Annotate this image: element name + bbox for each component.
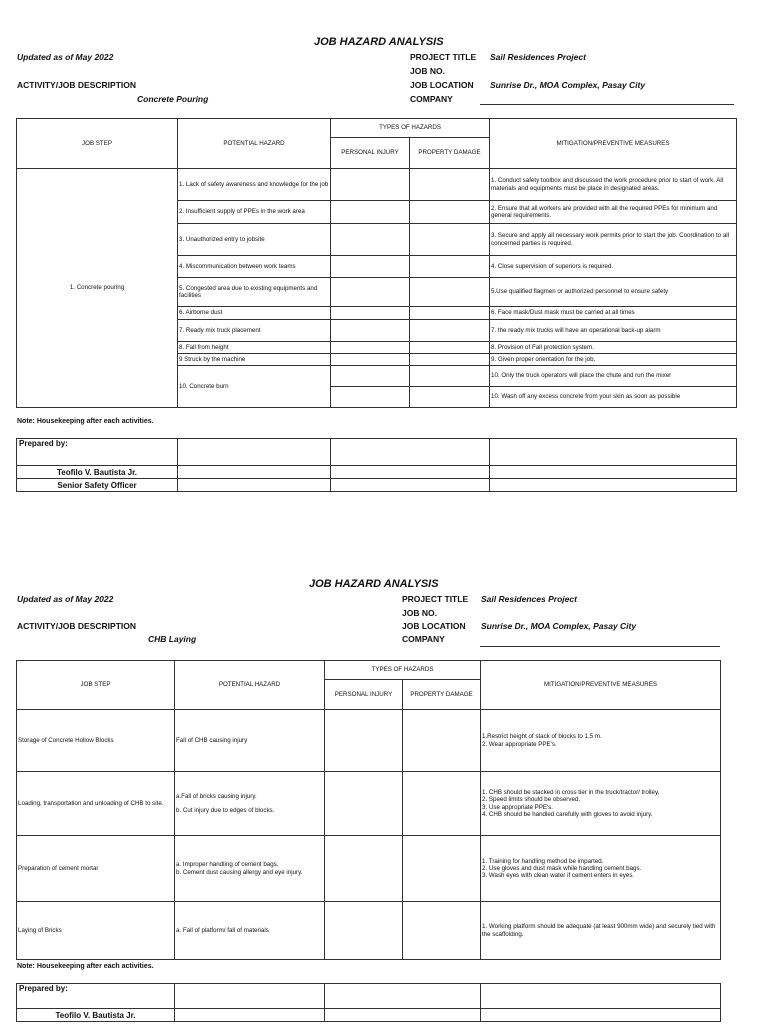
company-label: COMPANY: [402, 634, 445, 644]
header-potential-hazard: POTENTIAL HAZARD: [178, 119, 331, 169]
activity-value: CHB Laying: [148, 634, 197, 644]
preparer-name: Teofilo V. Bautista Jr.: [17, 466, 178, 479]
measure-cell: 2. Ensure that all workers are provided with all the required PPEs for minimum and general requirements.: [490, 201, 737, 224]
measure-cell: 10. Wash off any excess concrete from your skin as soon as possible: [490, 387, 737, 408]
hazard-table: [16, 660, 721, 960]
header-mitigation: MITIGATION/PREVENTIVE MEASURES: [490, 119, 737, 169]
header-types-of-hazards: TYPES OF HAZARDS: [331, 119, 490, 138]
project-title-label: PROJECT TITLE: [410, 52, 477, 62]
prepared-by-label: Prepared by:: [17, 984, 175, 1009]
housekeeping-note: Note: Housekeeping after each activities.: [17, 963, 154, 970]
measure-cell: 8. Provision of Fall protection system.: [490, 342, 737, 354]
measure-line: 1. Working platform should be adequate (at least 900mm wide) and securely tied with the scaffolding.: [482, 923, 716, 938]
measure-cell: 3. Secure and apply all necessary work permits prior to start the job. Coordination to all concerned parties is required.: [490, 224, 737, 256]
hazard-cell: 5. Congested area due to existing equipments and facilities: [178, 278, 331, 307]
measure-cell: [481, 902, 721, 960]
job-step-cell: Preparation of cement mortar: [17, 836, 175, 902]
measure-line: 3. Wash eyes with clean water if cement enters in eyes.: [482, 872, 635, 880]
job-no-label: JOB NO.: [410, 66, 445, 76]
measure-cell: [481, 836, 721, 902]
measure-line: 2. Speed limits should be observed.: [482, 796, 581, 804]
hazard-cell: 10. Concrete burn: [178, 366, 331, 408]
header-personal-injury: PERSONAL INJURY: [331, 138, 410, 169]
job-step-cell: Storage of Concrete Hollow Blocks: [17, 710, 175, 772]
measure-line: 1.Restrict height of stack of blocks to 1.5 m.: [482, 733, 602, 741]
preparer-name: Teofilo V. Bautista Jr.: [17, 1009, 175, 1022]
job-location-label: JOB LOCATION: [410, 80, 474, 90]
measure-cell: 9. Given proper orientation for the job.: [490, 354, 737, 366]
project-title-value: Sail Residences Project: [490, 52, 586, 62]
company-underline: [480, 646, 720, 647]
measure-cell: 7. the ready mix trucks will have an operational back-up alarm: [490, 320, 737, 342]
job-location-label: JOB LOCATION: [402, 621, 466, 631]
job-location-value: Sunrise Dr., MOA Complex, Pasay City: [490, 80, 646, 90]
header-mitigation: MITIGATION/PREVENTIVE MEASURES: [481, 661, 721, 710]
hazard-cell: 3. Unauthorized entry to jobsite: [178, 224, 331, 256]
document-title: JOB HAZARD ANALYSIS: [314, 36, 444, 48]
hazard-cell: 2. Insufficient supply of PPEs in the work area: [178, 201, 331, 224]
header-property-damage: PROPERTY DAMAGE: [403, 680, 481, 710]
measure-cell: [481, 772, 721, 836]
project-title-label: PROJECT TITLE: [402, 594, 469, 604]
project-title-value: Sail Residences Project: [481, 594, 577, 604]
company-label: COMPANY: [410, 94, 453, 104]
updated-date: Updated as of May 2022: [17, 594, 114, 604]
hazard-cell: 7. Ready mix truck placement: [178, 320, 331, 342]
header-personal-injury: PERSONAL INJURY: [325, 680, 403, 710]
measure-line: 4. CHB should be handled carefully with gloves to avoid injury.: [482, 810, 653, 818]
header-property-damage: PROPERTY DAMAGE: [410, 138, 490, 169]
prepared-by-table: [16, 983, 721, 1022]
job-no-label: JOB NO.: [402, 608, 437, 618]
hazard-cell: 4. Miscommunication between work teams: [178, 256, 331, 278]
measure-cell: 5.Use qualified flagmen or authorized personnel to ensure safety: [490, 278, 737, 307]
job-step-cell: Loading, transportation and unloading of CHB to site.: [17, 772, 175, 836]
hazard-line: a.Fall of bricks causing injury.: [176, 793, 257, 801]
measure-cell: [481, 710, 721, 772]
document-title: JOB HAZARD ANALYSIS: [309, 578, 439, 590]
job-step-cell: 1. Concrete pouring: [17, 169, 178, 408]
measure-line: 1. Training for handling method be imparted.: [482, 857, 604, 865]
measure-line: 3. Use appropriate PPE's.: [482, 803, 554, 811]
hazard-cell: [175, 710, 325, 772]
housekeeping-note: Note: Housekeeping after each activities.: [17, 418, 154, 425]
prepared-by-label: Prepared by:: [17, 439, 178, 466]
header-job-step: JOB STEP: [17, 119, 178, 169]
updated-date: Updated as of May 2022: [17, 52, 114, 62]
measure-cell: 4. Close supervision of superiors is required.: [490, 256, 737, 278]
hazard-line: b. Cut injury due to edges of blocks.: [176, 806, 275, 814]
hazard-cell: 9 Struck by the machine: [178, 354, 331, 366]
hazard-line: Fall of CHB causing injury: [176, 736, 248, 744]
activity-label: ACTIVITY/JOB DESCRIPTION: [17, 80, 137, 90]
measure-cell: 1. Conduct safety toolbox and discussed the work procedure prior to start of work. All materials and equipments must be place in designated areas.: [490, 169, 737, 201]
hazard-line: b. Cement dust causing allergy and eye injury.: [176, 868, 303, 876]
measure-line: 2. Use gloves and dust mask while handling cement bags.: [482, 864, 642, 872]
hazard-cell: 8. Fall from height: [178, 342, 331, 354]
activity-label: ACTIVITY/JOB DESCRIPTION: [17, 621, 137, 631]
measure-cell: 6. Face mask/Dust mask must be carried at all times: [490, 307, 737, 320]
job-location-value: Sunrise Dr., MOA Complex, Pasay City: [481, 621, 637, 631]
preparer-position: Senior Safety Officer: [17, 479, 178, 492]
header-types-of-hazards: TYPES OF HAZARDS: [325, 661, 481, 680]
measure-line: 1. CHB should be stacked in cross tier in the truck/tractor/ trolley.: [482, 789, 660, 797]
hazard-line: a. Improper handling of cement bags.: [176, 861, 279, 869]
hazard-line: a. Fall of platform/ fall of materials: [176, 926, 269, 934]
hazard-cell: 1. Lack of safety awareness and knowledge for the job: [178, 169, 331, 201]
measure-line: 2. Wear appropriate PPE's.: [482, 740, 557, 748]
hazard-cell: [175, 902, 325, 960]
measure-cell: 10. Only the truck operators will place the chute and run the mixer: [490, 366, 737, 387]
header-job-step: JOB STEP: [17, 661, 175, 710]
hazard-cell: [175, 772, 325, 836]
header-potential-hazard: POTENTIAL HAZARD: [175, 661, 325, 710]
activity-value: Concrete Pouring: [137, 94, 209, 104]
job-step-cell: Laying of Bricks: [17, 902, 175, 960]
hazard-cell: 6. Airborne dust: [178, 307, 331, 320]
hazard-cell: [175, 836, 325, 902]
